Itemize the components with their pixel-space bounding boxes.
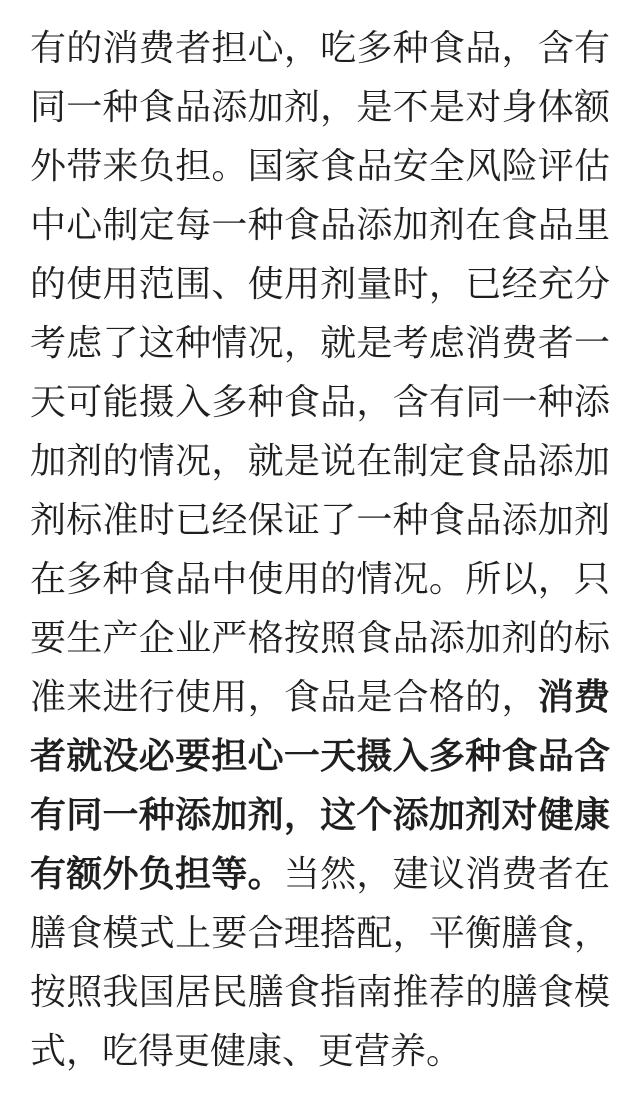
paragraph-text-after-bold: 当然，建议消费者在膳食模式上要合理搭配，平衡膳食，按照我国居民膳食指南推荐的膳食模式，吃得更健康、更营养。 bbox=[30, 854, 610, 1072]
paragraph-text-bold: 消费者就没必要担心一天摄入多种食品含有同一种添加剂，这个添加剂对健康有额外负担等。 bbox=[30, 677, 610, 895]
paragraph-text-before-bold: 有的消费者担心，吃多种食品，含有同一种食品添加剂，是不是对身体额外带来负担。国家食品安全风险评估中心制定每一种食品添加剂在食品里的使用范围、使用剂量时，已经充分考虑了这种情况，就是考虑消费者一天可能摄入多种食品，含有同一种添加剂的情况，就是说在制定食品添加剂标准时已经保证了一种食品添加剂在多种食品中使用的情况。所以，只要生产企业严格按照食品添加剂的标准来进行使用，食品是合格的， bbox=[30, 28, 610, 718]
